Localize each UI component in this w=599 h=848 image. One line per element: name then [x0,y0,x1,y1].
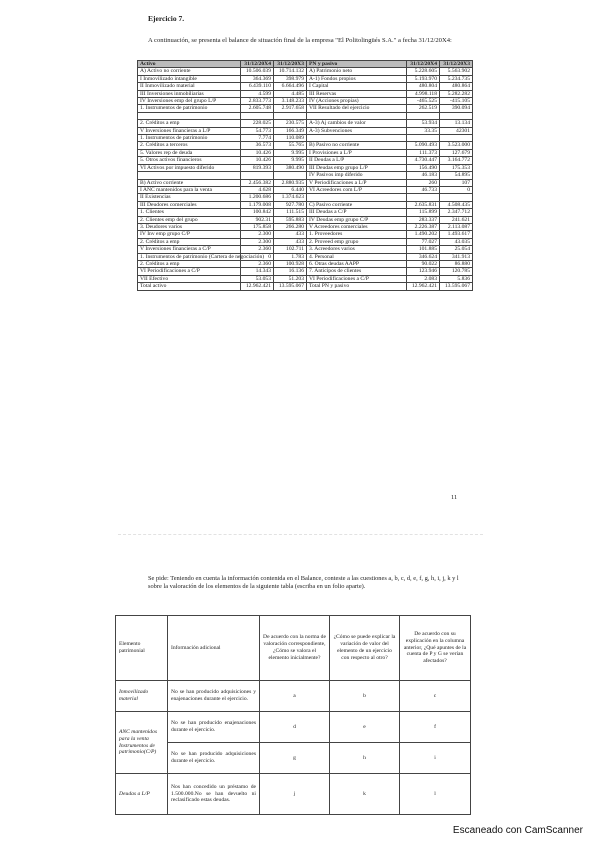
balance-header-cell: PN y pasivo [307,61,407,68]
balance-cell: 2.347.712 [440,209,473,216]
balance-cell: 156.490 [407,164,440,171]
balance-cell [440,194,473,201]
balance-cell: VII Efectivo [138,275,241,282]
question-answer-cell: j [260,774,330,815]
balance-cell: 12.962.421 [407,283,440,290]
balance-row [138,112,473,119]
balance-row [138,120,473,127]
balance-cell [241,172,274,179]
balance-cell: 6. Otras deudas AAPP [307,260,407,267]
balance-cell: 2.360 [241,246,274,253]
balance-cell: IV Inversiones emp del grupo L/P [138,98,241,105]
question-row [116,743,471,774]
balance-cell: 0 [241,253,274,260]
balance-cell: 10.426 [241,149,274,156]
exercise-title: Ejercicio 7. [148,14,185,23]
balance-cell: 480.864 [440,83,473,90]
balance-row [138,98,473,105]
balance-cell: 127.679 [440,149,473,156]
balance-cell: 1.374.623 [274,194,307,201]
balance-cell: 102.711 [274,246,307,253]
balance-cell: 595.883 [274,216,307,223]
balance-cell: 390.094 [440,105,473,112]
balance-row [138,75,473,82]
balance-row [138,253,473,260]
balance-cell: 33.35 [407,127,440,134]
balance-cell: 4. Personal [307,253,407,260]
balance-cell: 46.183 [407,172,440,179]
question-row [116,681,471,712]
balance-cell: 51.203 [274,275,307,282]
balance-cell: 2. Clientes emp del grupo [138,216,241,223]
balance-cell: 902.31 [241,216,274,223]
balance-cell: 77.027 [407,238,440,245]
balance-cell: 2. Créditos a terceros [138,142,241,149]
balance-cell: 4.730.447 [407,157,440,164]
balance-cell [440,112,473,119]
balance-cell: 0 [440,186,473,193]
balance-row [138,194,473,201]
question-answer-cell: i [400,743,471,774]
balance-cell: II Existencias [138,194,241,201]
balance-cell: 5.836 [440,275,473,282]
balance-cell: 364.369 [241,75,274,82]
balance-cell: 262.519 [407,105,440,112]
question-header-row [116,616,471,681]
balance-row [138,231,473,238]
balance-cell: 3.148.233 [274,98,307,105]
balance-cell: 5.090.493 [407,142,440,149]
balance-cell: 1.200.686 [241,194,274,201]
balance-cell: 2.360 [241,260,274,267]
balance-cell: 241.621 [440,216,473,223]
balance-row [138,238,473,245]
balance-cell: 283.337 [407,216,440,223]
balance-cell: 5.228.605 [407,68,440,75]
balance-cell: 25.054 [440,246,473,253]
question-header-cell: De acuerdo con la norma de valoración correspondiente, ¿Cómo se valora el elemento inicialmente? [260,616,330,681]
balance-cell [407,112,440,119]
balance-row [138,209,473,216]
balance-row [138,164,473,171]
balance-cell: III Deudas a C/P [307,209,407,216]
balance-cell: VI Periodificaciones a C/P [138,268,241,275]
page-divider [118,534,483,535]
balance-cell: C) Pasivo corriente [307,201,407,208]
balance-cell: III Reservas [307,90,407,97]
question-text: Se pide: Teniendo en cuenta la información contenida en el Balance, conteste a las cuestiones a, b, c, d, e, f, g, h, i, j, k y l sobre la valoración de los elementos de la siguiente tabla (escriba en un folio aparte). [148,575,459,590]
balance-row [138,223,473,230]
balance-cell: 1.493.617 [440,231,473,238]
balance-header-cell: 31/12/20X4 [407,61,440,68]
balance-cell: IV (Acciones propias) [307,98,407,105]
balance-cell: 101.885 [407,246,440,253]
balance-cell: 100.928 [274,260,307,267]
balance-header-row [138,61,473,68]
question-answer-cell: b [330,681,400,712]
balance-cell: 1. Proveedores [307,231,407,238]
balance-cell: 111.515 [274,209,307,216]
balance-cell: 43.035 [440,238,473,245]
balance-cell: 13.134 [440,120,473,127]
balance-cell: 46.733 [407,186,440,193]
balance-cell: 13.595.067 [274,283,307,290]
balance-cell: 115.899 [407,209,440,216]
balance-row [138,172,473,179]
balance-cell: 380.490 [274,164,307,171]
balance-cell [138,172,241,179]
balance-cell: III Deudas emp grupo L/P [307,164,407,171]
question-element-cell: Inmovilizado material [116,681,168,712]
balance-cell: III Deudores comerciales [138,201,241,208]
balance-cell: 10.714.132 [274,68,307,75]
balance-row [138,127,473,134]
question-answer-cell: e [330,712,400,743]
question-element-cell: ANC mantenidos para la venta Instrumentos de patrimonio(C/P) [116,712,168,774]
question-answer-cell: f [400,712,471,743]
balance-cell: Total PN y pasivo [307,283,407,290]
balance-cell: 5.193.970 [407,75,440,82]
balance-cell: V Inversiones financieras a L/P [138,127,241,134]
question-answer-cell: k [330,774,400,815]
balance-row [138,149,473,156]
balance-cell: 6.439.110 [241,83,274,90]
balance-row [138,179,473,186]
question-info-cell: No se han producido enajenaciones durante el ejercicio. [168,712,260,743]
balance-sheet-table [137,60,473,291]
question-info-cell: No se han producido adquisiciones durante el ejercicio. [168,743,260,774]
balance-cell: 107 [440,179,473,186]
balance-cell: I Capital [307,83,407,90]
balance-header-cell: Activo [138,61,241,68]
balance-cell: 5. Otros activos financieros [138,157,241,164]
balance-cell: 175.353 [440,164,473,171]
balance-cell: 10.426 [241,157,274,164]
balance-row [138,90,473,97]
balance-cell: 230.575 [274,120,307,127]
balance-row [138,142,473,149]
balance-cell: A) Patrimonio neto [307,68,407,75]
balance-row [138,68,473,75]
balance-cell: IV Deudas emp grupo C/P [307,216,407,223]
balance-cell: V Acreedores comerciales [307,223,407,230]
balance-cell: 54.895 [440,172,473,179]
balance-cell: 9.995 [274,157,307,164]
balance-cell: 433 [274,231,307,238]
balance-row [138,216,473,223]
balance-cell: 4.998.118 [407,90,440,97]
question-table [115,615,471,815]
balance-cell [274,172,307,179]
balance-row [138,186,473,193]
balance-cell: 1. Instrumentos de patrimonio [138,135,241,142]
balance-cell: A-3) Subvenciones [307,127,407,134]
balance-cell: A) Activo no corriente [138,68,241,75]
balance-cell: 16.136 [274,268,307,275]
balance-cell: 1. Clientes [138,209,241,216]
balance-row [138,201,473,208]
balance-cell: B) Pasivo no corriente [307,142,407,149]
balance-header-cell: 31/12/20X4 [241,61,274,68]
balance-cell [274,112,307,119]
exercise-intro: A continuación, se presenta el balance de situación final de la empresa "El Politolingüés S.A." a fecha 31/12/20X4: [148,37,452,44]
balance-cell: 6.440 [274,186,307,193]
balance-cell: 2.113.087 [440,223,473,230]
balance-cell: 433 [274,238,307,245]
balance-cell: 110.089 [274,135,307,142]
balance-cell: 42301 [440,127,473,134]
balance-cell: 90.022 [407,260,440,267]
balance-cell [307,194,407,201]
question-answer-cell: c [400,681,471,712]
question-row [116,774,471,815]
balance-cell: 13.595.067 [440,283,473,290]
balance-cell: VI Acreedores com L/P [307,186,407,193]
balance-header-cell: 31/12/20X3 [440,61,473,68]
balance-cell: 100.842 [241,209,274,216]
question-answer-cell: a [260,681,330,712]
balance-cell: Total activo [138,283,241,290]
balance-cell: 6.664.496 [274,83,307,90]
balance-row [138,260,473,267]
question-header-cell: De acuerdo con su explicación en la columna anterior, ¿Qué apuntes de la cuenta de P y G se verían afectados? [400,616,471,681]
balance-cell: 4.628 [241,186,274,193]
balance-cell: 53.053 [241,275,274,282]
question-answer-cell: g [260,743,330,774]
balance-cell: VI Activos por impuesto diferido [138,164,241,171]
balance-cell: 5. Valores rep de deuda [138,149,241,156]
balance-cell: 2. Créditos a emp [138,260,241,267]
balance-cell: 2.917.658 [274,105,307,112]
balance-cell: 36.573 [241,142,274,149]
balance-cell: 2. Créditos a emp [138,120,241,127]
balance-cell: 1. Instrumentos de patrimonio [138,105,241,112]
balance-cell: 266.280 [274,223,307,230]
balance-cell: 120.785 [440,268,473,275]
balance-cell: B) Activo corriente [138,179,241,186]
balance-cell: III Inversiones inmobiliarias [138,90,241,97]
balance-cell: IV Pasivos imp diferido [307,172,407,179]
balance-cell: 4.599 [241,90,274,97]
balance-header-cell: 31/12/20X3 [274,61,307,68]
balance-cell: A-1) Fondos propios [307,75,407,82]
balance-cell: 2.300 [241,231,274,238]
balance-cell: -415.105 [440,98,473,105]
balance-cell: 2. Créditos a emp [138,238,241,245]
balance-cell: 260 [407,179,440,186]
question-info-cell: No se han producido adquisiciones y enajenaciones durante el ejercicio. [168,681,260,712]
balance-cell: 53.934 [407,120,440,127]
balance-cell: 3. Acreedores varios [307,246,407,253]
balance-row [138,283,473,290]
balance-cell: 2.635.831 [407,201,440,208]
balance-cell: 166.349 [274,127,307,134]
balance-cell: I ANC mantenidos para la venta [138,186,241,193]
balance-cell: 1.179.008 [241,201,274,208]
balance-cell: 4.485 [274,90,307,97]
question-header-cell: Elemento patrimonial [116,616,168,681]
balance-cell: 123.946 [407,268,440,275]
balance-cell: I Provisiones a L/P [307,149,407,156]
page-number: 11 [451,494,458,501]
balance-cell: 3.523.000 [440,142,473,149]
balance-cell: 927.780 [274,201,307,208]
balance-cell: 2.226.387 [407,223,440,230]
balance-cell: 346.624 [407,253,440,260]
balance-cell: 111.373 [407,149,440,156]
balance-row [138,135,473,142]
balance-cell: VI Periodificaciones a C/P [307,275,407,282]
balance-cell: 7. Anticipos de clientes [307,268,407,275]
balance-cell: 9.995 [274,149,307,156]
balance-cell: 86.880 [440,260,473,267]
balance-cell [407,194,440,201]
balance-cell: 398.979 [274,75,307,82]
balance-cell: V Periodificaciones a L/P [307,179,407,186]
balance-cell: V Inversiones financieras a C/P [138,246,241,253]
balance-cell: 228.025 [241,120,274,127]
balance-cell: 1.783 [274,253,307,260]
balance-cell: 1. Instrumentos de patrimonio (Cartera de negociación) [138,253,241,260]
balance-cell: 55.765 [274,142,307,149]
balance-cell: 5.282.282 [440,90,473,97]
balance-cell: II Inmovilizado material [138,83,241,90]
balance-cell: 2.833.773 [241,98,274,105]
balance-row [138,246,473,253]
balance-cell: 2.083 [407,275,440,282]
balance-cell: A-3) Aj cambios de valor [307,120,407,127]
question-answer-cell: l [400,774,471,815]
balance-cell [241,112,274,119]
balance-row [138,268,473,275]
balance-cell: 2.605.748 [241,105,274,112]
balance-cell: 3. Deudores varios [138,223,241,230]
balance-cell: 2.880.935 [274,179,307,186]
balance-cell: 819.393 [241,164,274,171]
balance-cell [307,112,407,119]
question-element-cell: Deudas a L/P [116,774,168,815]
balance-cell: 4.508.435 [440,201,473,208]
balance-cell: I Inmovilizado intangible [138,75,241,82]
balance-cell: VII Resultado del ejercicio [307,105,407,112]
balance-cell: 7.774 [241,135,274,142]
balance-cell [307,135,407,142]
balance-cell: 54.773 [241,127,274,134]
question-answer-cell: h [330,743,400,774]
balance-cell: 12.962.421 [241,283,274,290]
balance-cell: -465.525 [407,98,440,105]
balance-cell: 2.456.382 [241,179,274,186]
question-header-cell: ¿Cómo se puede explicar la variación de valor del elemento de un ejercicio con respecto al otro? [330,616,400,681]
balance-row [138,157,473,164]
question-row [116,712,471,743]
balance-cell [138,112,241,119]
balance-cell: 2.300 [241,238,274,245]
balance-row [138,105,473,112]
balance-cell: 10.506.039 [241,68,274,75]
balance-cell: 2. Proveed emp grupo [307,238,407,245]
balance-cell: 14.343 [241,268,274,275]
balance-cell: IV Inv emp grupo C/P [138,231,241,238]
question-info-cell: Nos han concedido un préstamo de 1.500.000.No se han devuelto ni reclasificado estas deudas. [168,774,260,815]
balance-row [138,83,473,90]
balance-row [138,275,473,282]
balance-cell: 175.858 [241,223,274,230]
camscanner-watermark: Escaneado con CamScanner [452,825,583,836]
balance-cell: 5.563.902 [440,68,473,75]
balance-cell [407,135,440,142]
balance-cell: 341.913 [440,253,473,260]
question-answer-cell: d [260,712,330,743]
balance-cell: 1.490.202 [407,231,440,238]
balance-cell: 480.804 [407,83,440,90]
balance-cell: 5.234.735 [440,75,473,82]
balance-cell: 3.164.772 [440,157,473,164]
balance-cell: II Deudas a L/P [307,157,407,164]
question-header-cell: Información adicional [168,616,260,681]
balance-cell [440,135,473,142]
